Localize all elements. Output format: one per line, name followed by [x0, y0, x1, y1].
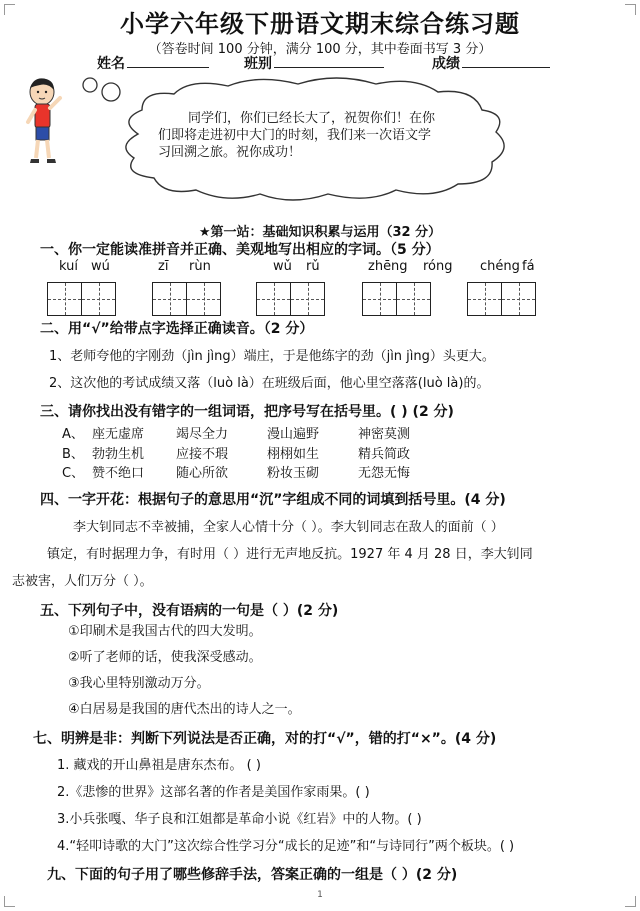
q7-title: 七、明辨是非：判断下列说法是否正确，对的打“√”，错的打“×”。(4 分)	[33, 731, 497, 747]
q5-title: 五、下列句子中，没有语病的一句是（ ）(2 分)	[40, 603, 339, 619]
page-number: 1	[317, 890, 323, 900]
tian-grid-4[interactable]	[362, 282, 432, 316]
q4-line-2: 镇定，有时据理力争，有时用（ ）进行无声地反抗。1927 年 4 月 28 日，李大钊同	[47, 547, 533, 562]
q2-item-1: 1、老师夸他的字刚劲（jìn jìng）端庄，于是他练字的劲（jìn jìng）头更大。	[49, 349, 495, 364]
pinyin-9: chéng	[480, 259, 520, 274]
pinyin-2: wú	[91, 259, 110, 274]
q3-row-b-word-4: 精兵简政	[358, 447, 411, 462]
class-label: 班别	[244, 56, 272, 72]
class-field[interactable]	[274, 53, 384, 68]
exam-instructions: （答卷时间 100 分钟，满分 100 分，其中卷面书写 3 分）	[148, 42, 492, 57]
pinyin-10: fá	[522, 259, 535, 274]
name-label: 姓名	[97, 56, 125, 72]
q3-row-a-word-2: 竭尽全力	[176, 427, 229, 442]
q9-title: 九、下面的句子用了哪些修辞手法，答案正确的一组是（ ）(2 分)	[47, 867, 458, 883]
q3-row-c-word-1: 赞不绝口	[92, 466, 145, 481]
q3-row-a-word-3: 漫山遍野	[267, 427, 320, 442]
pinyin-7: zhēng	[368, 259, 408, 274]
pinyin-4: rùn	[189, 259, 211, 274]
q3-row-c-word-4: 无怨无悔	[358, 466, 411, 481]
q4-line-1: 李大钊同志不幸被捕，全家人心情十分（ ）。李大钊同志在敌人的面前（ ）	[73, 520, 504, 535]
q7-item-2: 2.《悲惨的世界》这部名著的作者是美国作家雨果。( )	[57, 785, 370, 800]
q3-title: 三、请你找出没有错字的一组词语，把序号写在括号里。( ) (2 分)	[40, 404, 454, 420]
q7-item-1: 1. 藏戏的开山鼻祖是唐东杰布。 ( )	[57, 758, 261, 773]
q2-item-2: 2、这次他的考试成绩又落（luò là）在班级后面，他心里空落落(luò là)的。	[49, 376, 490, 391]
q2-title: 二、用“√”给带点字选择正确读音。（2 分）	[40, 321, 314, 337]
pinyin-3: zī	[158, 259, 169, 274]
greeting-line-3: 习回溯之旅。祝你成功！	[158, 145, 302, 160]
boy-illustration	[18, 74, 78, 174]
name-field[interactable]	[127, 53, 209, 68]
score-label: 成绩	[432, 56, 460, 72]
greeting-line-2: 们即将走进初中大门的时刻，我们来一次语文学	[158, 128, 432, 143]
q5-option-4: ④白居易是我国的唐代杰出的诗人之一。	[68, 702, 301, 717]
tian-grid-5[interactable]	[467, 282, 537, 316]
q5-option-2: ②听了老师的话，使我深受感动。	[68, 650, 262, 665]
q3-row-a-label: A、	[62, 427, 84, 442]
pinyin-1: kuí	[59, 259, 78, 274]
q1-title: 一、你一定能读准拼音并正确、美观地写出相应的字词。（5 分）	[40, 242, 440, 258]
page-title: 小学六年级下册语文期末综合练习题	[120, 10, 520, 38]
q3-row-a-word-4: 神密莫测	[358, 427, 411, 442]
q7-item-4: 4.“轻叩诗歌的大门”这次综合性学习分“成长的足迹”和“与诗同行”两个板块。( )	[57, 839, 515, 854]
q4-line-3: 志被害，人们万分（ ）。	[12, 574, 153, 589]
tian-grid-1[interactable]	[47, 282, 117, 316]
q4-title: 四、一字开花：根据句子的意思用“沉”字组成不同的词填到括号里。(4 分)	[40, 492, 506, 508]
score-field[interactable]	[462, 53, 550, 68]
q5-option-1: ①印刷术是我国古代的四大发明。	[68, 624, 262, 639]
tian-grid-2[interactable]	[152, 282, 222, 316]
q3-row-c-label: C、	[62, 466, 85, 481]
tian-grid-3[interactable]	[256, 282, 326, 316]
greeting-line-1: 同学们，你们已经长大了，祝贺你们！在你	[188, 111, 436, 126]
q3-row-c-word-3: 粉妆玉砌	[267, 466, 320, 481]
pinyin-8: róng	[423, 259, 453, 274]
q5-option-3: ③我心里特别激动万分。	[68, 676, 210, 691]
q3-row-b-word-3: 栩栩如生	[267, 447, 320, 462]
q3-row-c-word-2: 随心所欲	[176, 466, 229, 481]
q3-row-b-word-2: 应接不瑕	[176, 447, 229, 462]
q3-row-b-word-1: 勃勃生机	[92, 447, 145, 462]
q7-item-3: 3.小兵张嘎、华子良和江姐都是革命小说《红岩》中的人物。( )	[57, 812, 422, 827]
q3-row-a-word-1: 座无虚席	[92, 427, 145, 442]
q3-row-b-label: B、	[62, 447, 84, 462]
pinyin-5: wǔ	[273, 259, 292, 274]
station-heading: ★第一站：基础知识积累与运用（32 分）	[198, 225, 442, 240]
pinyin-6: rǔ	[306, 259, 320, 274]
